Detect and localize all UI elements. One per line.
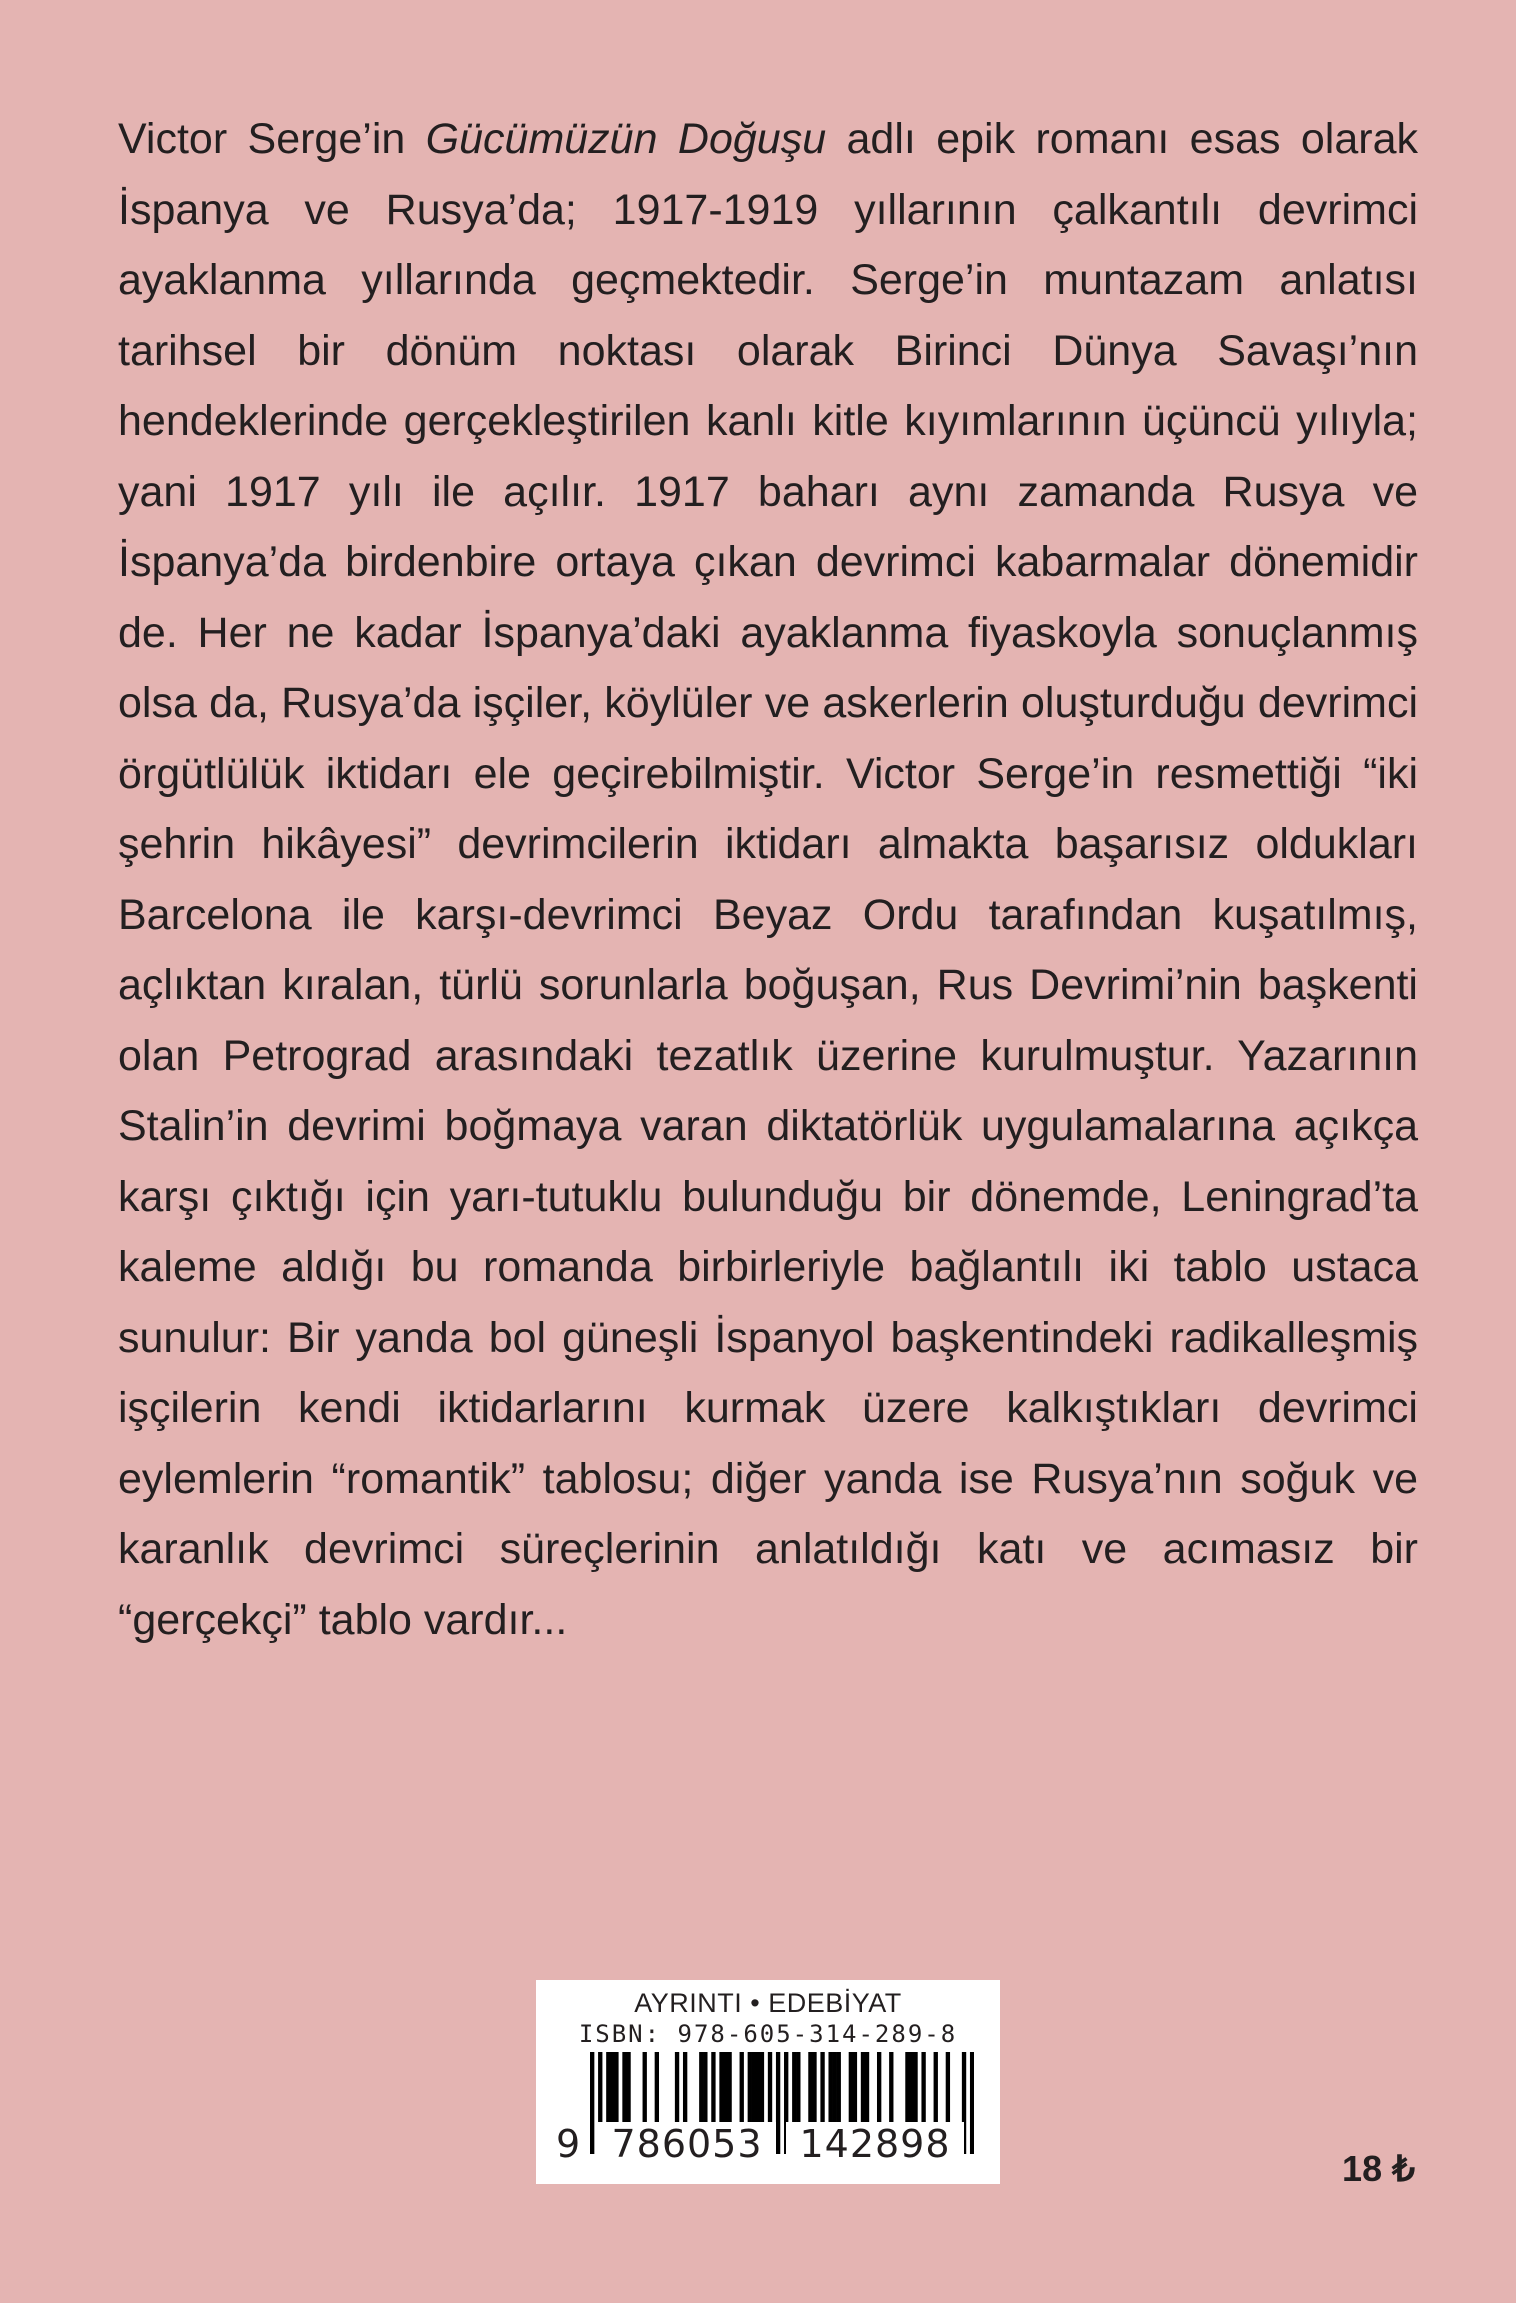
barcode-bar [921,2052,925,2124]
barcode-bar [970,2052,974,2154]
barcode-bar [853,2052,857,2124]
barcode-bar [934,2052,938,2124]
barcode-bar [606,2052,610,2124]
barcode-label-box [536,1980,1000,2184]
barcode-bar [655,2052,659,2124]
barcode-bar [812,2052,816,2124]
barcode-bar [740,2052,744,2124]
barcode-bar [820,2052,824,2124]
blurb-body: adlı epik romanı esas olarak İspanya ve Rusya’da; 1917-1919 yıllarının çalkantılı devrimci ayaklanma yıllarında geçmektedir. Serge’in muntazam anlatısı tarihsel bir dönüm noktası olarak Birinci Dünya Savaşı’nın hendeklerinde gerçekleştirilen kanlı kitle kıyımlarının üçüncü yılıyla; yani 1917 yılı ile açılır. 1917 baharı aynı zamanda Rusya ve İspanya’da birdenbire ortaya çıkan devrimci kabarmalar dönemidir de. Her ne kadar İspanya’daki ayaklanma fiyaskoyla sonuçlanmış olsa da, Rusya’da işçiler, köylüler ve askerlerin oluşturduğu devrimci örgütlülük iktidarı ele geçirebilmiştir. Victor Serge’in resmettiği “iki şehrin hikâyesi” devrimcilerin iktidarı almakta başarısız oldukları Barcelona ile karşı-devrimci Beyaz Ordu tarafından kuşatılmış, açlıktan kıralan, türlü sorunlarla boğuşan, Rus Devrimi’nin başkenti olan Petrograd arasındaki tezatlık üzerine kurulmuştur. Yazarının Stalin’in devrimi boğmaya varan diktatörlük uygulamalarına açıkça karşı çıktığı için yarı-tutuklu bulunduğu bir dönemde, Leningrad’ta kaleme aldığı bu romanda birbirleriyle bağlantılı iki tablo ustaca sunulur: Bir yanda bol güneşli İspanyol başkentindeki radikalleşmiş işçilerin kendi iktidarlarını kurmak üzere kalkıştıkları devrimci eylemlerin “romantik” tablosu; diğer yanda ise Rusya’nın soğuk ve karanlık devrimci süreçlerinin anlatıldığı katı ve acımasız bir “gerçekçi” tablo vardır... [118,115,1418,1644]
isbn-text: ISBN: 978-605-314-289-8 [578,2020,958,2048]
barcode-bar [675,2052,679,2124]
publisher-series-label: AYRINTI • EDEBİYAT [634,1988,902,2018]
barcode-bar [905,2052,909,2124]
blurb-intro: Victor Serge’in [118,115,426,163]
barcode-bar [877,2052,881,2124]
barcode-bar [703,2052,707,2124]
barcode-bar [643,2052,647,2124]
barcode-digits-left: 786053 [598,2122,776,2166]
barcode-bar [711,2052,715,2124]
barcode-bar [865,2052,869,2124]
barcode-bar [626,2052,630,2124]
barcode-bar [723,2052,727,2124]
barcode-bar [913,2052,917,2124]
barcode-bar [837,2052,841,2124]
price-label: 18 ₺ [1342,2148,1415,2189]
barcode-digits-right: 142898 [786,2122,964,2166]
barcode-bar [752,2052,756,2124]
barcode-bar [756,2052,760,2124]
barcode-bar [590,2052,594,2154]
barcode-bar [828,2052,832,2124]
book-title: Gücümüzün Doğuşu [425,115,827,163]
barcode-bar [776,2052,780,2154]
barcode-bar [792,2052,796,2124]
barcode-bar [833,2052,837,2124]
barcode-bar [889,2052,893,2124]
barcode-bar [796,2052,800,2124]
barcode-bar [719,2052,723,2124]
barcode-bar [760,2052,764,2124]
barcode-bar [614,2052,618,2124]
barcode-bar [861,2052,865,2124]
barcode-bar [849,2052,853,2124]
barcode-bar [699,2052,703,2124]
barcode-bar [610,2052,614,2124]
barcode-bar [622,2052,626,2124]
back-cover-blurb [118,104,1418,1655]
barcode-bar [748,2052,752,2124]
barcode-bar [909,2052,913,2124]
barcode-bar [683,2052,687,2124]
barcode-bar [727,2052,731,2124]
barcode-bar [768,2052,772,2124]
barcode-bar [946,2052,950,2124]
barcode-digit-first: 9 [556,2122,581,2166]
barcode-bar [808,2052,812,2124]
